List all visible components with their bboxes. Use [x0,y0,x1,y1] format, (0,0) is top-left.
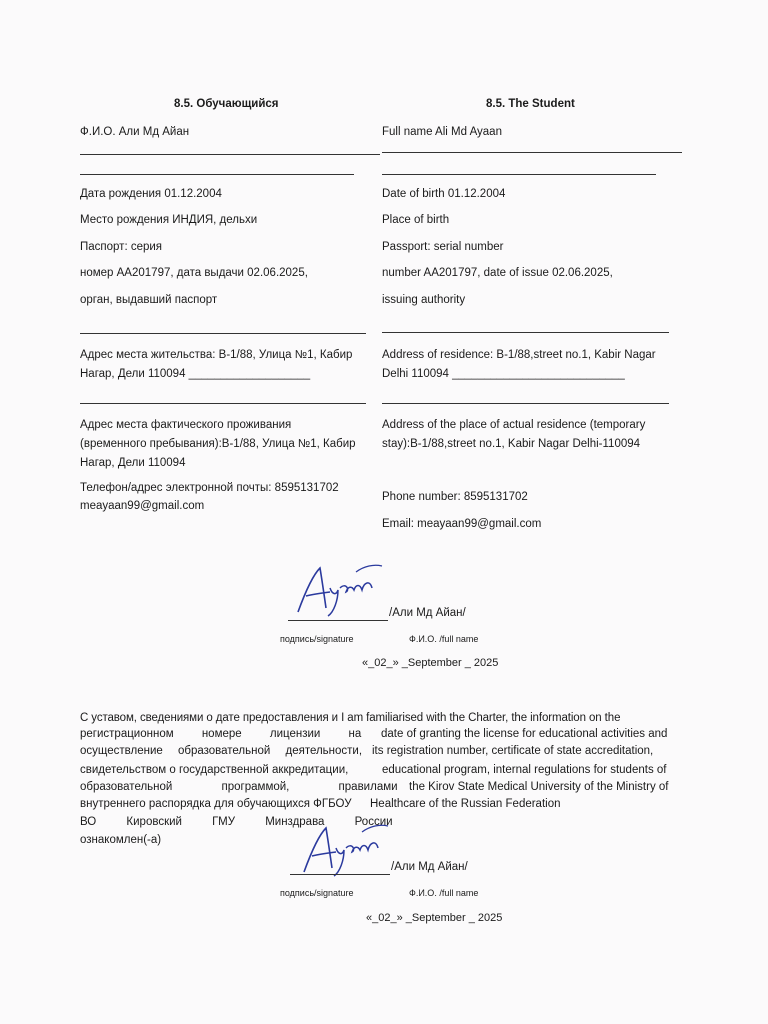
en-name-line-2 [382,174,656,175]
charter-line-6-ru: внутреннего распорядка для обучающихся ФГБОУ [80,798,352,810]
en-residence-line [382,403,669,404]
ru-actual-3: Нагар, Дели 110094 [80,457,186,469]
signature-1-line [288,620,388,621]
en-phone: Phone number: 8595131702 [382,491,528,503]
en-passport: Passport: serial number [382,241,504,253]
en-actual-2: stay):B-1/88,street no.1, Kabir Nagar Delhi-110094 [382,438,641,450]
charter-line-2-ru: регистрационном номере лицензии на [80,728,362,740]
ru-residence-2: Нагар, Дели 110094 ___________________ [80,368,311,380]
signature-2-line [290,874,390,875]
en-authority: issuing authority [382,294,466,306]
ru-contact-2: meayaan99@gmail.com [80,500,205,512]
en-full-name: Full name Ali Md Ayaan [382,126,502,138]
charter-line-5-ru: образовательной программой, правилами [80,781,398,793]
en-dob: Date of birth 01.12.2004 [382,188,506,200]
charter-line-6-en: Healthcare of the Russian Federation [370,798,561,810]
signature-2-date: «_02_» _September _ 2025 [366,912,503,924]
ru-residence-1: Адрес места жительства: B-1/88, Улица №1, Кабир [80,349,353,361]
signature-1-caption: подпись/signature [280,634,354,644]
en-passport-number: number AA201797, date of issue 02.06.2025, [382,267,613,279]
signature-2-name: /Али Мд Айан/ [391,861,468,873]
ru-dob: Дата рождения 01.12.2004 [80,188,222,200]
en-authority-line [382,332,669,333]
en-birthplace: Place of birth [382,214,450,226]
signature-2-name-caption: Ф.И.О. /full name [409,888,479,898]
ru-heading: 8.5. Обучающийся [174,98,279,110]
signature-2 [292,818,392,878]
charter-line-7-ru: ВО Кировский ГМУ Минздрава России [80,816,393,828]
signature-1-name-caption: Ф.И.О. /full name [409,634,479,644]
ru-passport: Паспорт: серия [80,241,163,253]
charter-line-3-ru: осуществление образовательной деятельности, [80,745,363,757]
ru-passport-number: номер AA201797, дата выдачи 02.06.2025, [80,267,308,279]
ru-authority-line [80,333,366,334]
en-heading: 8.5. The Student [486,98,575,110]
en-residence-2: Delhi 110094 ___________________________ [382,368,625,380]
charter-line-4-en: educational program, internal regulations for students of [382,764,667,776]
ru-contact-1: Телефон/адрес электронной почты: 8595131702 [80,482,339,494]
charter-line-5-en: the Kirov State Medical University of the Ministry of [409,781,669,793]
signature-2-caption: подпись/signature [280,888,354,898]
ru-actual-2: (временного пребывания):B-1/88, Улица №1, Кабир [80,438,356,450]
signature-2-graphic [292,818,392,878]
signature-1 [286,560,386,620]
charter-line-4-ru: свидетельством о государственной аккредитации, [80,764,349,776]
charter-line-8-ru: ознакомлен(-а) [80,834,162,846]
charter-line-2-en: date of granting the license for educational activities and [381,728,668,740]
en-residence-1: Address of residence: B-1/88,street no.1, Kabir Nagar [382,349,656,361]
en-email: Email: meayaan99@gmail.com [382,518,542,530]
ru-name-line-1 [80,154,380,155]
en-name-line-1 [382,152,682,153]
ru-full-name: Ф.И.О. Али Мд Айан [80,126,190,138]
ru-residence-line [80,403,366,404]
signature-1-date: «_02_» _September _ 2025 [362,657,499,669]
ru-actual-1: Адрес места фактического проживания [80,419,292,431]
charter-line-3-en: its registration number, certificate of state accreditation, [372,745,654,757]
signature-1-graphic [286,560,386,620]
ru-name-line-2 [80,174,354,175]
charter-line-1: С уставом, сведениями о дате предоставления и I am familiarised with the Charter, the information on the [80,712,621,724]
en-actual-1: Address of the place of actual residence (temporary [382,419,646,431]
ru-authority: орган, выдавший паспорт [80,294,218,306]
ru-birthplace: Место рождения ИНДИЯ, дельхи [80,214,258,226]
signature-1-name: /Али Мд Айан/ [389,607,466,619]
